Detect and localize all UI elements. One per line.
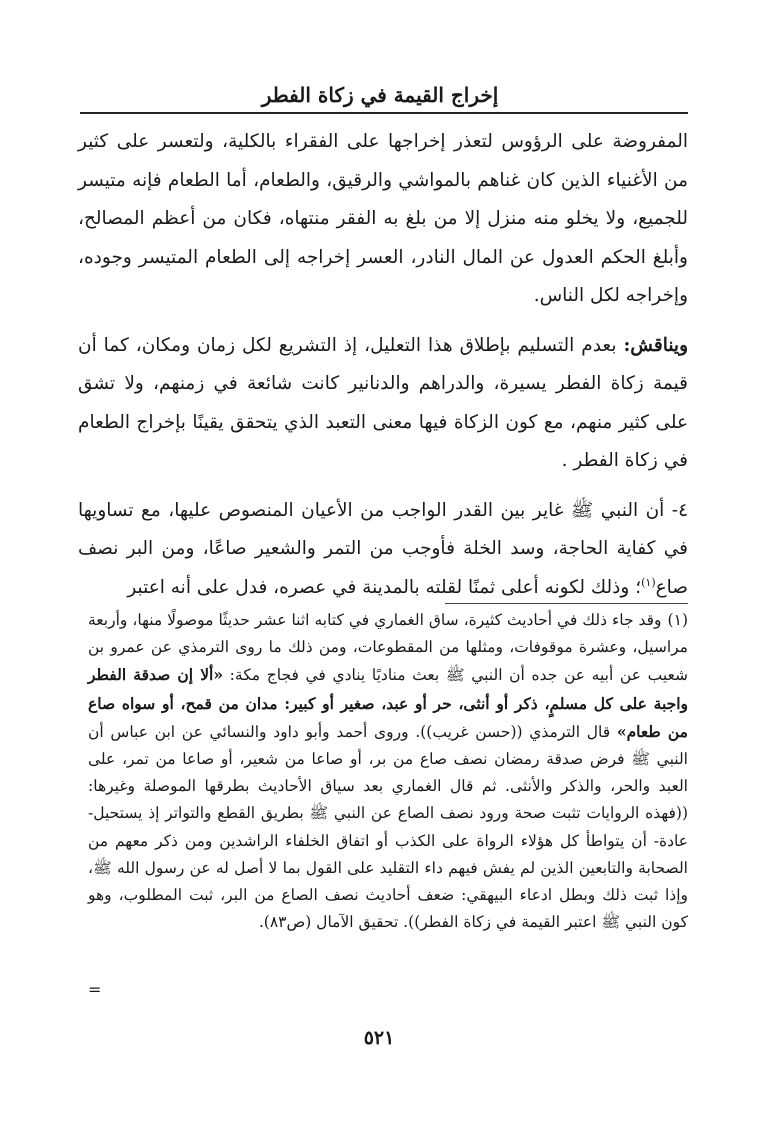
main-text <box>78 123 688 607</box>
footnote-text: وقد جاء ذلك في أحاديث كثيرة، ساق الغماري في كتابه اثنا عشر حديثًا موصولًا منها، وأربعة مراسيل، وعشرة موقوفات، ومثلها من المقطوعات، ومن ذلك ما روى الترمذي عن عمرو بن شعيب عن أبيه عن جده أن النبي ﷺ بعث مناديًا ينادي في فجاج مكة: <box>88 611 688 685</box>
paragraph <box>78 123 688 316</box>
footnote-number: (١) <box>667 611 688 629</box>
continuation-mark: = <box>88 980 102 999</box>
paragraph-text: ٤- أن النبي ﷺ غاير بين القدر الواجب من الأعيان المنصوص عليها، مع تساويها في كفاية الحاجة، وسد الخلة فأوجب من التمر والشعير صاعًا، ومن البر نصف صاع <box>78 499 688 598</box>
page-number: ٥٢١ <box>363 1027 395 1049</box>
footnote-text-continued: قال الترمذي ((حسن غريب)). وروى أحمد وأبو داود والنسائي عن ابن عباس أن النبي ﷺ فرض صدقة رمضان نصف صاع من بر، أو صاعا من شعير، أو صاعا من تمر، على العبد والحر، والذكر والأنثى. ثم قال الغماري بعد سياق الأحاديث بطرقها الموصلة وغيرها: ((فهذه الروايات تثبت صحة ورود نصف الصاع عن النبي ﷺ بطريق القطع والتواتر إذ يستحيل-عادة- أن يتواطأ كل هؤلاء الرواة على الكذب أو اتفاق الخلفاء الراشدين ومن ذكر معهم من الصحابة والتابعين الذين لم يفش فيهم داء التقليد على القول بما لا أصل له عن رسول الله ﷺ، وإذا ثبت ذلك وبطل ادعاء البيهقي: ضعف أحاديث نصف الصاع من البر، ثبت المطلوب، وهو كون النبي ﷺ اعتبر القيمة في زكاة الفطر)). تحقيق الآمال (ص٨٣). <box>88 722 688 932</box>
paragraph-lead: ويناقش: <box>623 334 688 356</box>
footnote <box>88 607 688 936</box>
paragraph-text: المفروضة على الرؤوس لتعذر إخراجها على الفقراء بالكلية، ولتعسر على كثير من الأغنياء الذين كان غناهم بالمواشي والرقيق، والطعام، أما الطعام فإنه متيسر للجميع، ولا يخلو منه منزل إلا من بلغ به الفقر منتهاه، فكان من أعظم المصالح، وأبلغ الحكم العدول عن المال النادر، العسر إخراجه إلى الطعام المتيسر وجوده، وإخراجه لكل الناس. <box>78 131 688 306</box>
header-rule <box>80 112 688 114</box>
running-header: إخراج القيمة في زكاة الفطر <box>261 83 499 107</box>
paragraph-text: بعدم التسليم بإطلاق هذا التعليل، إذ التشريع لكل زمان ومكان، كما أن قيمة زكاة الفطر يسيرة، والدراهم والدنانير كانت شائعة في زمنهم، ولا تشق على كثير منهم، مع كون الزكاة فيها معنى التعبد الذي يتحقق يقينًا بإخراج الطعام في زكاة الفطر . <box>78 334 688 471</box>
footnote-reference[interactable]: (١) <box>641 575 656 589</box>
footnote-hadith-quote: «ألا إن صدقة الفطر واجبة على كل مسلمٍ، ذكر أو أنثى، حر أو عبد، صغير أو كبير: مدان من قمح، أو سواه صاع من طعام» <box>88 665 688 741</box>
paragraph <box>78 327 688 481</box>
paragraph <box>78 492 688 608</box>
paragraph-text-continued: ؛ وذلك لكونه أعلى ثمنًا لقلته بالمدينة في عصره، فدل على أنه اعتبر <box>127 576 642 598</box>
footnotes <box>88 607 688 936</box>
footnote-separator <box>445 603 688 604</box>
